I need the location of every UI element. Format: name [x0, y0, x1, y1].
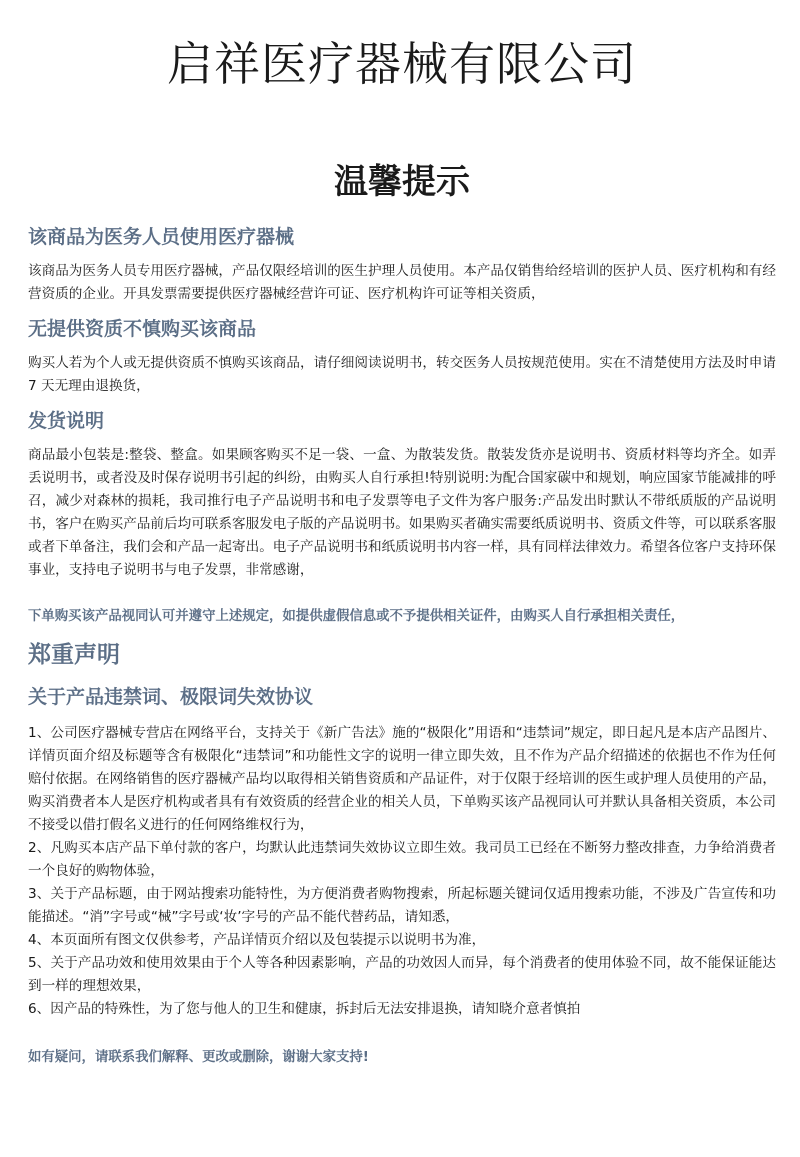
declaration-title: 郑重声明: [28, 642, 120, 668]
declaration-subtitle: 关于产品违禁词、极限词失效协议: [28, 686, 314, 708]
section-heading-no-qualification: 无提供资质不慎购买该商品: [28, 318, 257, 340]
declaration-item: 6、因产品的特殊性，为了您与他人的卫生和健康，拆封后无法安排退换，请知晓介意者慎拍: [28, 1001, 581, 1017]
company-name: 启祥医疗器械有限公司: [167, 37, 637, 91]
declaration-item: 5、关于产品功效和使用效果由于个人等各种因素影响，产品的功效因人而异，每个消费者的使用体验不同，故不能保证能达到一样的理想效果，: [28, 955, 776, 994]
declaration-list: [28, 722, 776, 1021]
declaration-item: 2、凡购买本店产品下单付款的客户，均默认此违禁词失效协议立即生效。我司员工已经在不断努力整改排查，力争给消费者一个良好的购物体验，: [28, 840, 776, 879]
section-text-no-qualification: 购买人若为个人或无提供资质不慎购买该商品，请仔细阅读说明书，转交医务人员按规范使用。实在不清楚使用方法及时申请 7 天无理由退换货，: [28, 355, 776, 394]
section-text-shipping: 商品最小包装是:整袋、整盒。如果顾客购买不足一袋、一盒、为散装发货。散装发货亦是说明书、资质材料等均齐全。如弄丢说明书，或者没及时保存说明书引起的纠纷，由购买人自行承担!特别说明:为配合国家碳中和规划，响应国家节能减排的呼召，减少对森林的损耗，我司推行电子产品说明书和电子发票等电子文件为客户服务:产品发出时默认不带纸质版的产品说明书，客户在购买产品前后均可联系客服发电子版的产品说明书。如果购买者确实需要纸质说明书、资质文件等，可以联系客服或者下单备注，我们会和产品一起寄出。电子产品说明书和纸质说明书内容一样，具有同样法律效力。希望各位客户支持环保事业，支持电子说明书与电子发票，非常感谢，: [28, 447, 776, 578]
section-heading-medical-use: 该商品为医务人员使用医疗器械: [28, 226, 295, 248]
section-text-medical-use: 该商品为医务人员专用医疗器械，产品仅限经培训的医生护理人员使用。本产品仅销售给经培训的医护人员、医疗机构和有经营资质的企业。开具发票需要提供医疗器械经营许可证、医疗机构许可证等相关资质，: [28, 263, 776, 302]
purchase-agreement-note: 下单购买该产品视同认可并遵守上述规定，如提供虚假信息或不予提供相关证件，由购买人自行承担相关责任，: [28, 609, 685, 624]
declaration-item: 3、关于产品标题，由于网站搜索功能特性，为方便消费者购物搜索，所起标题关键词仅适用搜索功能，不涉及广告宣传和功能描述。“消”字号或“械”字号或‘妆’字号的产品不能代替药品，请知悉，: [28, 886, 776, 925]
notice-title: 温馨提示: [334, 162, 470, 202]
declaration-item: 4、本页面所有图文仅供参考，产品详情页介绍以及包装提示以说明书为准，: [28, 932, 486, 948]
footer-note: 如有疑问，请联系我们解释、更改或删除，谢谢大家支持!: [28, 1050, 369, 1065]
declaration-item: 1、公司医疗器械专营店在网络平台，支持关于《新广告法》施的“极限化”用语和“违禁词”规定，即日起凡是本店产品图片、详情页面介绍及标题等含有极限化“违禁词”和功能性文字的说明一律立即失效，且不作为产品介绍描述的依据也不作为任何赔付依据。在网络销售的医疗器械产品均以取得相关销售资质和产品证件，对于仅限于经培训的医生或护理人员使用的产品，购买消费者本人是医疗机构或者具有有效资质的经营企业的相关人员，下单购买该产品视同认可并默认具备相关资质，本公司不接受以借打假名义进行的任何网络维权行为，: [28, 725, 776, 833]
section-heading-shipping: 发货说明: [28, 410, 105, 432]
